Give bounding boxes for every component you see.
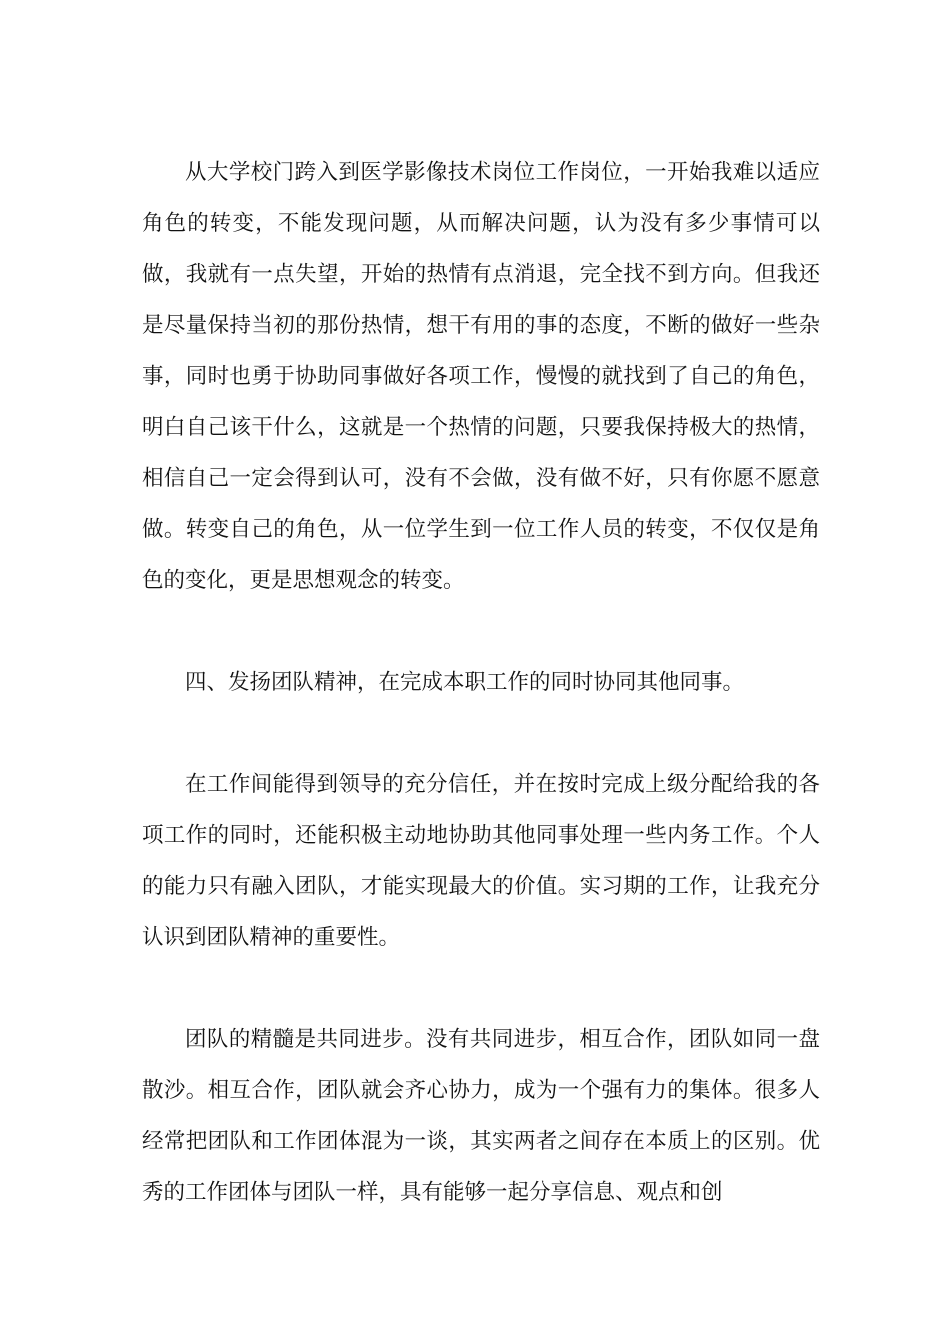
document-body: [142, 147, 820, 1218]
paragraph-spacer: [142, 963, 820, 1014]
section-heading-team-spirit: 四、发扬团队精神，在完成本职工作的同时协同其他同事。: [185, 670, 745, 695]
paragraph-leadership-trust: 在工作间能得到领导的充分信任，并在按时完成上级分配给我的各项工作的同时，还能积极主动地协助其他同事处理一些内务工作。个人的能力只有融入团队，才能实现最大的价值。实习期的工作，让我充分认识到团队精神的重要性。: [142, 772, 820, 950]
paragraph-spacer: [142, 606, 820, 657]
paragraph-spacer: [142, 708, 820, 759]
paragraph-team-essence: 团队的精髓是共同进步。没有共同进步，相互合作，团队如同一盘散沙。相互合作，团队就会齐心协力，成为一个强有力的集体。很多人经常把团队和工作团体混为一谈，其实两者之间存在本质上的区别。优秀的工作团体与团队一样，具有能够一起分享信息、观点和创: [142, 1027, 820, 1205]
paragraph-role-transition: 从大学校门跨入到医学影像技术岗位工作岗位，一开始我难以适应角色的转变，不能发现问题，从而解决问题，认为没有多少事情可以做，我就有一点失望，开始的热情有点消退，完全找不到方向。但我还是尽量保持当初的那份热情，想干有用的事的态度，不断的做好一些杂事，同时也勇于协助同事做好各项工作，慢慢的就找到了自己的角色，明白自己该干什么，这就是一个热情的问题，只要我保持极大的热情，相信自己一定会得到认可，没有不会做，没有做不好，只有你愿不愿意做。转变自己的角色，从一位学生到一位工作人员的转变，不仅仅是角色的变化，更是思想观念的转变。: [142, 160, 820, 593]
